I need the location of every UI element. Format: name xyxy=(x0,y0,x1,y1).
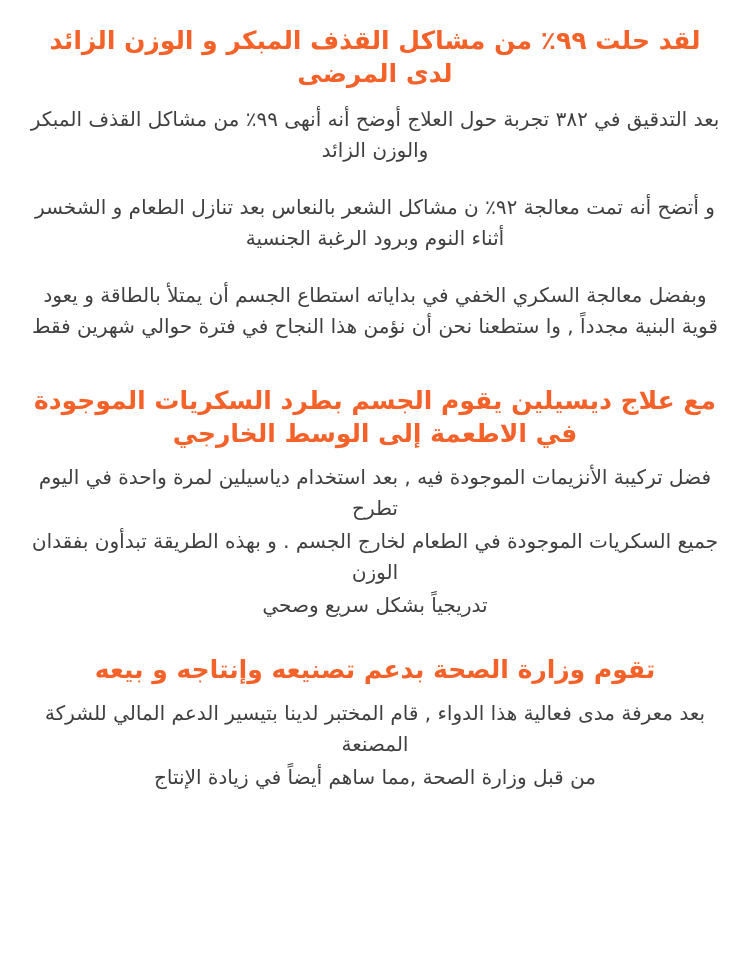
section-diasilin xyxy=(24,350,726,623)
paragraph-ejaculation-3: وبفضل معالجة السكري الخفي في بداياته استطاع الجسم أن يمتلأ بالطاقة و يعود قوية البنية مجدداً , وا ستطعنا نحن أن نؤمن هذا النجاح في فترة حوالي شهرين فقط xyxy=(32,283,718,338)
paragraph-ministry-2: من قبل وزارة الصحة ,مما ساهم أيضاً في زيادة الإنتاج xyxy=(153,765,597,789)
section-heading-diasilin: مع علاج ديسيلين يقوم الجسم بطرد السكريات الموجودة في الاطعمة إلى الوسط الخارجي xyxy=(34,386,716,448)
paragraph-spacer xyxy=(24,174,726,192)
paragraph-diasilin-3: تدريجياً بشكل سريع وصحي xyxy=(262,593,488,617)
section-heading-ejaculation: لقد حلت ٩٩٪ من مشاكل القذف المبكر و الوزن الزائد لدى المرضى xyxy=(49,26,701,88)
paragraph-spacer xyxy=(24,262,726,280)
paragraph-ministry-1: بعد معرفة مدى فعالية هذا الدواء , قام المختبر لدينا بتيسير الدعم المالي للشركة المصنعة xyxy=(44,701,706,756)
paragraph-ejaculation-2: و أتضح أنه تمت معالجة ٩٢٪ ن مشاكل الشعر بالنعاس بعد تنازل الطعام و الشخسر أثناء النوم وبرود الرغبة الجنسية xyxy=(35,195,715,250)
paragraph-diasilin-2: جميع السكريات الموجودة في الطعام لخارج الجسم . و بهذه الطريقة تبدأون بفقدان الوزن xyxy=(31,529,719,584)
section-heading-ministry: تقوم وزارة الصحة بدعم تصنيعه وإنتاجه و بيعه xyxy=(94,655,656,684)
section-ministry xyxy=(24,623,726,795)
paragraph-ejaculation-1: بعد التدقيق في ٣٨٢ تجربة حول العلاج أوضح أنه أنهى ٩٩٪ من مشاكل القذف المبكر والوزن الزائد xyxy=(30,107,720,162)
paragraph-diasilin-1: فضل تركيبة الأنزيمات الموجودة فيه , بعد استخدام دياسيلين لمرة واحدة في اليوم تطرح xyxy=(38,465,712,520)
section-ejaculation xyxy=(24,22,726,350)
